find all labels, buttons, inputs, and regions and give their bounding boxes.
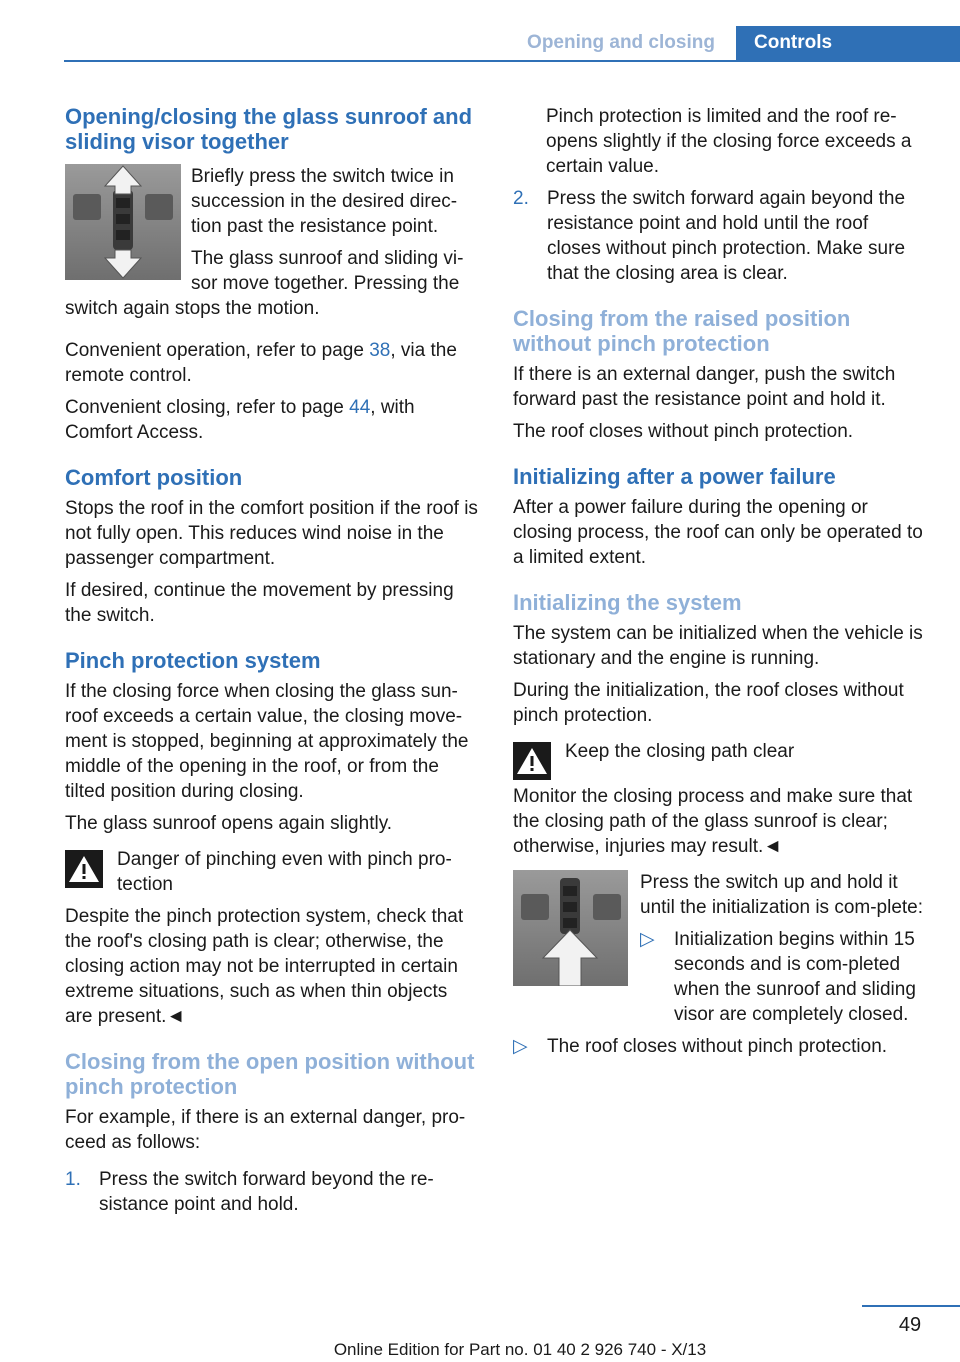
bullet-marker: ▷	[513, 1036, 528, 1057]
section-title-glass-sunroof: Opening/closing the glass sunroof and sliding visor together	[65, 104, 473, 154]
closing-raised-position-heading: Closing from the raised position without pinch protection	[513, 306, 851, 356]
power-failure-heading: Initializing after a power failure	[513, 464, 836, 489]
warning-body-pinching: Despite the pinch protection system, check that the roof's closing path is clear; otherwise, the closing action may not be interrupted in certain extreme situations, such as when thin objects are present.◄	[65, 906, 464, 1027]
roof-switch-double-arrow-icon	[65, 164, 181, 280]
footer-edition: Online Edition for Part no. 01 40 2 926 740 - X/13	[333, 1340, 707, 1359]
right-column	[513, 104, 927, 1066]
warning-triangle-icon	[65, 850, 103, 888]
comfort-position-heading: Comfort position	[65, 465, 243, 490]
press-switch-paragraph: Press the switch up and hold it until the initialization is com-plete:	[640, 872, 924, 918]
comfort-paragraph-2: If desired, continue the movement by pressing the switch.	[65, 580, 454, 626]
step-number: 1.	[65, 1169, 81, 1190]
raised-paragraph-1: If there is an external danger, push the switch forward past the resistance point and hold it.	[513, 364, 896, 410]
bullet-text: The roof closes without pinch protection.	[547, 1036, 888, 1057]
page-44-link[interactable]: 44	[349, 397, 371, 418]
step-text: Press the switch forward again beyond the resistance point and hold until the roof closes without pinch protection. Make sure that the closing area is clear.	[547, 188, 906, 284]
switch-up-image	[513, 870, 628, 993]
page-number: 49	[898, 1314, 922, 1336]
warning-triangle-icon	[513, 742, 551, 780]
step-1-continuation: Pinch protection is limited and the roof re-opens slightly if the closing force exceeds a certain value.	[546, 106, 912, 177]
header-section-title: Opening and closing	[527, 32, 715, 53]
intro-paragraph-1: Briefly press the switch twice in succession in the desired direc-tion past the resistance point.	[191, 166, 458, 237]
page-38-link[interactable]: 38	[369, 340, 391, 361]
closing-open-position-heading: Closing from the open position without pinch protection	[65, 1049, 475, 1099]
step-number: 2.	[513, 188, 529, 209]
header-chapter-tab: Controls	[736, 26, 960, 60]
footer-rule	[862, 1305, 960, 1307]
init-paragraph-2: During the initialization, the roof closes without pinch protection.	[513, 680, 904, 726]
init-paragraph-1: The system can be initialized when the vehicle is stationary and the engine is running.	[513, 623, 923, 669]
power-failure-paragraph: After a power failure during the opening or closing process, the roof can only be operated to a limited extent.	[513, 497, 923, 568]
warning-body-closing-path: Monitor the closing process and make sure that the closing path of the glass sunroof is clear; otherwise, injuries may result.◄	[513, 786, 913, 857]
list-item	[513, 1034, 927, 1059]
step-text: Press the switch forward beyond the re-sistance point and hold.	[99, 1169, 434, 1215]
left-column	[65, 104, 479, 1224]
pinch-protection-heading: Pinch protection system	[65, 648, 321, 673]
list-item	[65, 1167, 479, 1217]
header-rule	[64, 60, 960, 62]
bullet-text: Initialization begins within 15 seconds and is com-pleted when the sunroof and sliding visor are completely closed.	[674, 929, 916, 1025]
switch-twice-image	[65, 164, 181, 287]
list-item	[640, 927, 927, 1027]
roof-switch-up-arrow-icon	[513, 870, 628, 986]
convenient-operation: Convenient operation, refer to page 38, via the remote control.	[65, 340, 457, 386]
warning-title-closing-path: Keep the closing path clear	[565, 741, 795, 762]
closing-open-paragraph: For example, if there is an external danger, pro-ceed as follows:	[65, 1107, 466, 1153]
convenient-closing: Convenient closing, refer to page 44, with Comfort Access.	[65, 397, 415, 443]
list-item	[513, 186, 927, 286]
intro-paragraph-2: The glass sunroof and sliding vi-sor move together. Pressing the switch again stops the motion.	[65, 248, 464, 319]
pinch-paragraph-2: The glass sunroof opens again slightly.	[65, 813, 393, 834]
warning-title-pinching: Danger of pinching even with pinch pro-tection	[117, 849, 452, 895]
bullet-marker: ▷	[640, 929, 655, 950]
comfort-paragraph-1: Stops the roof in the comfort position if the roof is not fully open. This reduces wind noise in the passenger compartment.	[65, 498, 478, 569]
raised-paragraph-2: The roof closes without pinch protection.	[513, 421, 854, 442]
initializing-system-heading: Initializing the system	[513, 590, 742, 615]
pinch-paragraph-1: If the closing force when closing the glass sun-roof exceeds a certain value, the closing move-ment is stopped, beginning at approximately the middle of the opening in the roof, or from the tilted position during closing.	[65, 681, 469, 802]
